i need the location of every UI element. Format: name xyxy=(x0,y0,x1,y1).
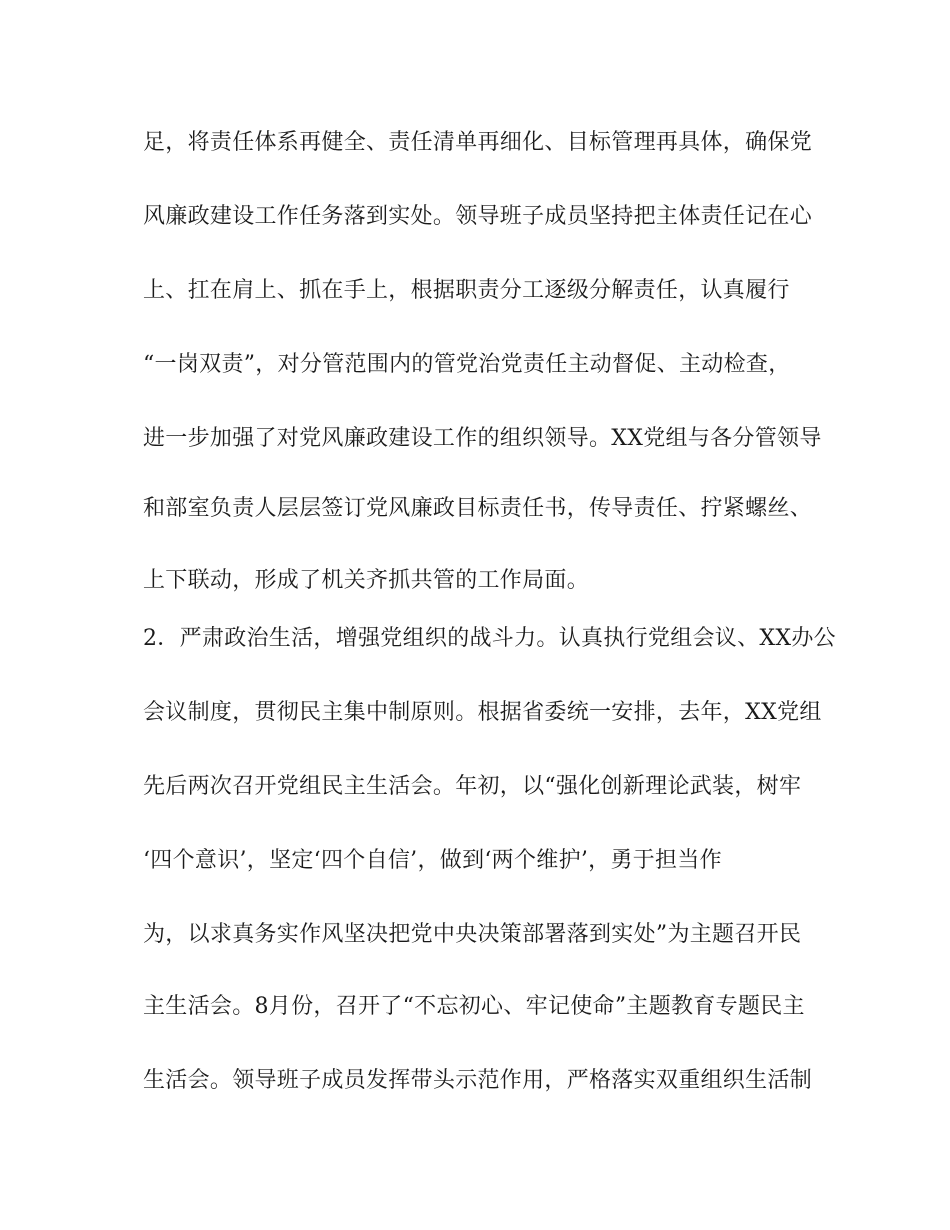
paragraph-line: 为，以求真务实作风坚决把党中央决策部署落到实处”为主题召开民 xyxy=(143,922,802,947)
paragraph-line: ‘四个意识’，坚定‘四个自信’，做到‘两个维护’，勇于担当作 xyxy=(143,848,722,873)
paragraph-line: 主生活会。8月份，召开了“不忘初心、牢记使命”主题教育专题民主 xyxy=(143,994,805,1019)
paragraph-line: 会议制度，贯彻民主集中制原则。根据省委统一安排，去年，XX党组 xyxy=(143,700,822,725)
paragraph-line: 足，将责任体系再健全、责任清单再细化、目标管理再具体，确保党 xyxy=(143,130,813,155)
paragraph-line: 上下联动，形成了机关齐抓共管的工作局面。 xyxy=(143,568,590,593)
paragraph-line: 上、扛在肩上、抓在手上，根据职责分工逐级分解责任，认真履行 xyxy=(143,278,790,303)
paragraph-line: 进一步加强了对党风廉政建设工作的组织领导。XX党组与各分管领导 xyxy=(143,426,822,451)
paragraph-line: 风廉政建设工作任务落到实处。领导班子成员坚持把主体责任记在心 xyxy=(143,204,813,229)
paragraph-line: 和部室负责人层层签订党风廉政目标责任书，传导责任、拧紧螺丝、 xyxy=(143,496,813,521)
paragraph-line: 生活会。领导班子成员发挥带头示范作用，严格落实双重组织生活制 xyxy=(143,1068,813,1093)
paragraph-line: “一岗双责”，对分管范围内的管党治党责任主动督促、主动检查， xyxy=(143,352,791,377)
paragraph-line: 2．严肃政治生活，增强党组织的战斗力。认真执行党组会议、XX办公 xyxy=(143,626,836,651)
paragraph-line: 先后两次召开党组民主生活会。年初，以“强化创新理论武装，树牢 xyxy=(143,774,802,799)
